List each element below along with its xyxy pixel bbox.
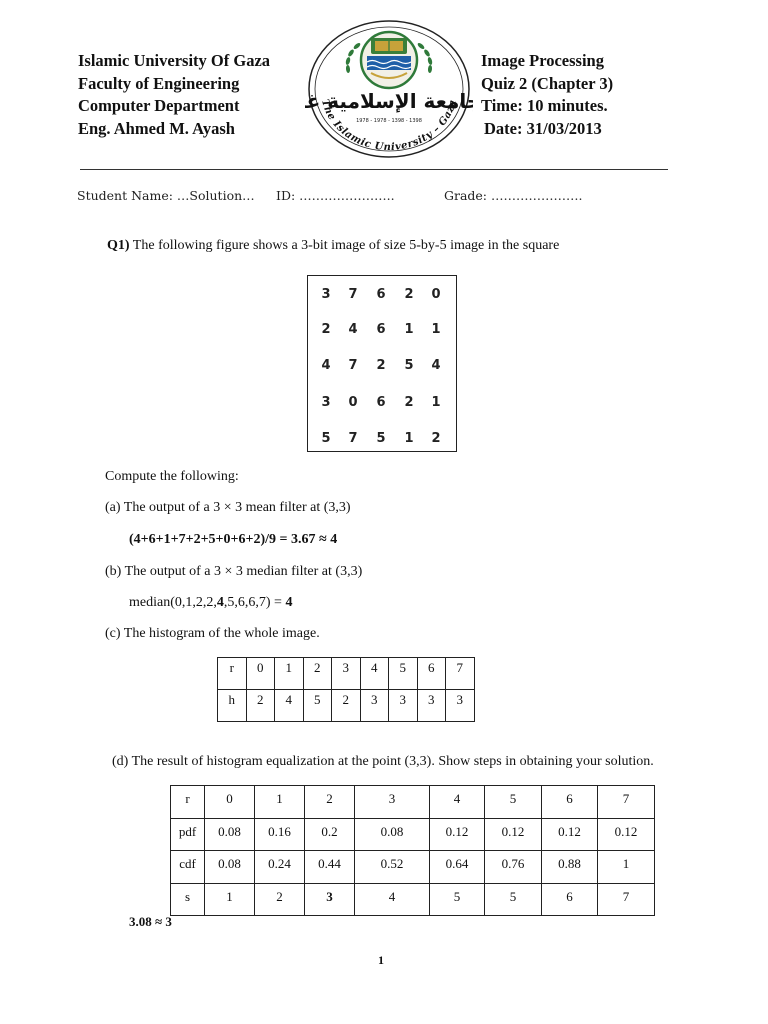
histogram-h-cell: 2 xyxy=(246,690,275,722)
university-name: Islamic University Of Gaza xyxy=(78,51,271,70)
equalization-cell: 0 xyxy=(205,786,255,819)
matrix-cell: 1 xyxy=(431,395,441,410)
seal-english-text: The Islamic University – Gaza xyxy=(318,98,459,154)
equalization-cell: 0.24 xyxy=(255,851,305,884)
equalization-cell: 0.12 xyxy=(485,818,542,851)
matrix-cell: 5 xyxy=(321,431,331,446)
question-c: (c) The histogram of the whole image. xyxy=(105,626,320,641)
equalization-table xyxy=(170,785,655,916)
matrix-cell: 1 xyxy=(404,431,414,446)
grade-label: Grade: xyxy=(444,188,488,203)
equalization-row-label: r xyxy=(171,786,205,819)
histogram-h-label: h xyxy=(218,690,247,722)
histogram-h-cell: 5 xyxy=(303,690,332,722)
matrix-cell: 5 xyxy=(376,431,386,446)
equalization-cell: 0.88 xyxy=(542,851,598,884)
student-id-value: ………………….. xyxy=(299,188,395,203)
question-a: (a) The output of a 3 × 3 mean filter at (3,3) xyxy=(105,500,351,515)
equalization-cell: 0.16 xyxy=(255,818,305,851)
matrix-cell: 1 xyxy=(431,322,441,337)
histogram-r-cell: 3 xyxy=(332,658,361,690)
equalization-cell: 5 xyxy=(430,883,485,916)
equalization-cell: 0.08 xyxy=(205,851,255,884)
matrix-cell: 6 xyxy=(376,395,386,410)
histogram-h-cell: 3 xyxy=(417,690,446,722)
histogram-h-cell: 3 xyxy=(389,690,418,722)
equalization-cell: 4 xyxy=(430,786,485,819)
answer-b-result: 4 xyxy=(285,595,293,610)
equalization-cell: 7 xyxy=(598,786,655,819)
faculty-name: Faculty of Engineering xyxy=(78,73,240,93)
header-right xyxy=(481,50,613,140)
equalization-cell: 1 xyxy=(205,883,255,916)
equalization-cell: 2 xyxy=(255,883,305,916)
equalization-cell: 5 xyxy=(485,786,542,819)
matrix-cell: 4 xyxy=(348,322,358,337)
histogram-r-cell: 6 xyxy=(417,658,446,690)
matrix-cell: 2 xyxy=(404,395,414,410)
equalization-cell: 6 xyxy=(542,883,598,916)
matrix-cell: 0 xyxy=(431,287,441,302)
matrix-cell: 6 xyxy=(376,322,386,337)
matrix-cell: 0 xyxy=(348,395,358,410)
answer-b-post: ,5,6,6,7) = xyxy=(223,595,286,610)
compute-label: Compute the following: xyxy=(105,469,239,484)
equalization-cell: 0.08 xyxy=(205,818,255,851)
matrix-cell: 3 xyxy=(321,395,331,410)
equalization-row-label: pdf xyxy=(171,818,205,851)
equalization-cell: 6 xyxy=(542,786,598,819)
matrix-cell: 2 xyxy=(376,358,386,373)
question-d: (d) The result of histogram equalization at the point (3,3). Show steps in obtaining your solution. xyxy=(112,754,654,769)
histogram-h-cell: 4 xyxy=(275,690,304,722)
histogram-r-cell: 1 xyxy=(275,658,304,690)
equalization-cell: 2 xyxy=(305,786,355,819)
matrix-cell: 3 xyxy=(321,287,331,302)
student-name-label: Student Name: xyxy=(77,188,173,203)
matrix-cell: 7 xyxy=(348,431,358,446)
equalization-cell: 4 xyxy=(355,883,430,916)
answer-b-mid: 4 xyxy=(216,595,224,610)
student-id-field xyxy=(276,188,395,203)
course-name: Image Processing xyxy=(481,51,604,70)
equalization-cell: 0.64 xyxy=(430,851,485,884)
matrix-cell: 5 xyxy=(404,358,414,373)
equalization-cell: 1 xyxy=(255,786,305,819)
histogram-h-cell: 3 xyxy=(446,690,475,722)
histogram-h-cell: 2 xyxy=(332,690,361,722)
q1-label: Q1) xyxy=(107,238,130,253)
matrix-cell: 7 xyxy=(348,287,358,302)
answer-a: (4+6+1+7+2+5+0+6+2)/9 = 3.67 ≈ 4 xyxy=(129,532,338,547)
quiz-date: Date: 31/03/2013 xyxy=(484,118,602,138)
equalization-row-label: cdf xyxy=(171,851,205,884)
equalization-cell: 5 xyxy=(485,883,542,916)
student-name-value: …Solution… xyxy=(176,188,255,203)
grade-field xyxy=(444,188,583,203)
equalization-cell: 0.12 xyxy=(542,818,598,851)
histogram-r-cell: 0 xyxy=(246,658,275,690)
equalization-row-r xyxy=(171,786,655,819)
seal-arabic-text: امعة الإسلامية غ xyxy=(306,89,467,113)
equalization-cell: 0.08 xyxy=(355,818,430,851)
answer-d-note: 3.08 ≈ 3 xyxy=(129,914,172,929)
histogram-h-cell: 3 xyxy=(360,690,389,722)
histogram-r-cell: 2 xyxy=(303,658,332,690)
answer-b-pre: median(0,1,2,2, xyxy=(129,595,217,610)
instructor-name: Eng. Ahmed M. Ayash xyxy=(78,118,235,138)
matrix-cell: 7 xyxy=(348,358,358,373)
question-b: (b) The output of a 3 × 3 median filter at (3,3) xyxy=(105,564,363,579)
matrix-cell: 1 xyxy=(404,322,414,337)
student-id-label: ID: xyxy=(276,188,296,203)
histogram-h-row xyxy=(218,690,475,722)
equalization-row-s xyxy=(171,883,655,916)
image-matrix xyxy=(307,275,457,452)
grade-value: …………………. xyxy=(491,188,583,203)
university-seal-icon xyxy=(305,18,473,160)
header-left xyxy=(78,50,270,140)
header-divider xyxy=(80,169,668,170)
matrix-cell: 6 xyxy=(376,287,386,302)
matrix-cell: 4 xyxy=(321,358,331,373)
equalization-row-cdf xyxy=(171,851,655,884)
equalization-cell: 0.12 xyxy=(430,818,485,851)
equalization-cell: 0.76 xyxy=(485,851,542,884)
histogram-r-row xyxy=(218,658,475,690)
university-seal xyxy=(305,18,473,160)
equalization-cell: 0.12 xyxy=(598,818,655,851)
matrix-cell: 2 xyxy=(321,322,331,337)
matrix-cell: 4 xyxy=(431,358,441,373)
equalization-row-pdf xyxy=(171,818,655,851)
equalization-cell: 3 xyxy=(305,883,355,916)
histogram-table xyxy=(217,657,475,722)
q1-text: The following figure shows a 3-bit image of size 5-by-5 image in the square xyxy=(129,238,560,253)
department-name: Computer Department xyxy=(78,96,240,115)
equalization-row-label: s xyxy=(171,883,205,916)
equalization-cell: 0.2 xyxy=(305,818,355,851)
student-name-field xyxy=(77,188,255,203)
page-number: 1 xyxy=(378,953,384,967)
equalization-cell: 3 xyxy=(355,786,430,819)
equalization-cell: 0.44 xyxy=(305,851,355,884)
histogram-r-cell: 5 xyxy=(389,658,418,690)
q1-prompt xyxy=(107,238,559,254)
equalization-cell: 7 xyxy=(598,883,655,916)
equalization-cell: 0.52 xyxy=(355,851,430,884)
matrix-cell: 2 xyxy=(431,431,441,446)
matrix-cell: 2 xyxy=(404,287,414,302)
equalization-cell: 1 xyxy=(598,851,655,884)
histogram-r-label: r xyxy=(218,658,247,690)
seal-years-text: 1978 - 1978 - 1398 - 1398 xyxy=(356,118,422,124)
quiz-time: Time: 10 minutes. xyxy=(481,96,608,115)
answer-b xyxy=(129,595,292,611)
quiz-title: Quiz 2 (Chapter 3) xyxy=(481,73,614,93)
histogram-r-cell: 4 xyxy=(360,658,389,690)
histogram-r-cell: 7 xyxy=(446,658,475,690)
